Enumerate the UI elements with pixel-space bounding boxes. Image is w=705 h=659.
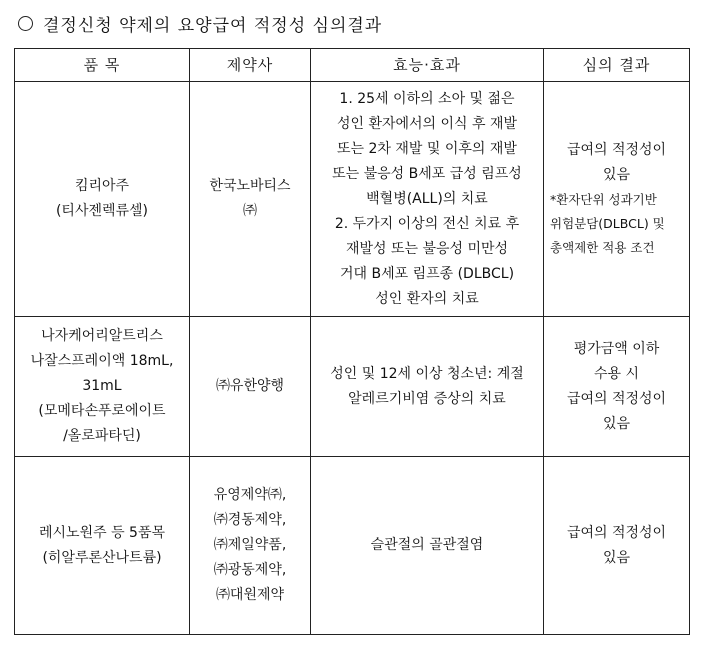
product-cell (15, 317, 190, 457)
efficacy-cell-line: 백혈병(ALL)의 치료 (366, 190, 488, 207)
table-row (15, 457, 690, 635)
efficacy-cell-line: 성인 환자의 치료 (375, 290, 479, 307)
efficacy-cell-line: 성인 및 12세 이상 청소년: 계절 (330, 365, 524, 382)
result-cell-line: 급여의 적정성이 (566, 524, 667, 541)
result-cell-line: 있음 (602, 549, 631, 566)
product-cell-line: /올로파타딘) (63, 428, 141, 444)
product-cell-line: (모메타손푸로에이트 (38, 403, 166, 419)
result-note-line: *환자단위 성과기반 (550, 192, 657, 207)
efficacy-cell (311, 317, 544, 457)
company-cell-line: ㈜대원제약 (215, 587, 285, 603)
result-cell-line: 평가금액 이하 (573, 340, 660, 357)
efficacy-cell-line: 성인 환자에서의 이식 후 재발 (336, 115, 518, 132)
product-cell (15, 457, 190, 635)
header-result: 심의 결과 (544, 49, 690, 82)
efficacy-cell-line: 거대 B세포 림프종 (DLBCL) (339, 265, 515, 282)
table-row (15, 317, 690, 457)
document-title (18, 10, 382, 36)
company-cell-line: ㈜유한양행 (215, 378, 285, 394)
result-cell (544, 457, 690, 635)
product-cell-line: 31mL (82, 378, 122, 394)
efficacy-cell-line: 또는 2차 재발 및 이후의 재발 (337, 140, 517, 157)
product-cell-line: 나잘스프레이액 18mL, (30, 353, 174, 369)
product-cell-line: (히알루론산나트륨) (42, 549, 162, 566)
efficacy-cell (311, 82, 544, 317)
product-cell-line: (티사젠렉류셀) (55, 203, 149, 219)
company-cell (190, 82, 311, 317)
result-note-line: 총액제한 적용 조건 (550, 240, 655, 255)
result-cell-line: 급여의 적정성이 (566, 390, 667, 407)
efficacy-cell (311, 457, 544, 635)
efficacy-cell-line: 알레르기비염 증상의 치료 (348, 390, 506, 407)
result-cell-line: 수용 시 (593, 365, 640, 382)
result-cell (544, 317, 690, 457)
title-text: 결정신청 약제의 요양급여 적정성 심의결과 (43, 15, 383, 36)
result-note-line: 위험분담(DLBCL) 및 (550, 216, 665, 231)
company-cell (190, 457, 311, 635)
efficacy-cell-line: 1. 25세 이하의 소아 및 젊은 (339, 90, 515, 107)
product-cell (15, 82, 190, 317)
company-cell-line: 한국노바티스 (209, 178, 291, 194)
company-cell-line: ㈜경동제약, (213, 512, 287, 528)
header-company: 제약사 (190, 49, 311, 82)
product-cell-line: 킴리아주 (74, 178, 130, 194)
result-cell-line: 있음 (602, 415, 631, 432)
review-result-table (14, 48, 690, 635)
header-product: 품 목 (15, 49, 190, 82)
efficacy-cell-line: 슬관절의 골관절염 (370, 537, 484, 553)
company-cell-line: ㈜제일약품, (213, 537, 287, 553)
efficacy-cell-line: 재발성 또는 불응성 미만성 (345, 240, 509, 257)
product-cell-line: 레시노원주 등 5품목 (39, 524, 165, 541)
company-cell-line: ㈜광동제약, (213, 562, 287, 578)
company-cell-line: 유영제약㈜, (213, 487, 287, 503)
company-cell (190, 317, 311, 457)
result-cell (544, 82, 690, 317)
table-row (15, 82, 690, 317)
table-header-row (15, 49, 690, 82)
result-cell-line: 급여의 적정성이 (566, 142, 667, 158)
company-cell-line: ㈜ (243, 203, 257, 219)
result-cell-line: 있음 (602, 167, 631, 183)
product-cell-line: 나자케어리알트리스 (41, 328, 163, 344)
header-efficacy: 효능·효과 (311, 49, 544, 82)
efficacy-cell-line: 또는 불응성 B세포 급성 림프성 (332, 165, 522, 182)
circle-bullet-icon (18, 16, 33, 31)
efficacy-cell-line: 2. 두가지 이상의 전신 치료 후 (334, 215, 520, 232)
